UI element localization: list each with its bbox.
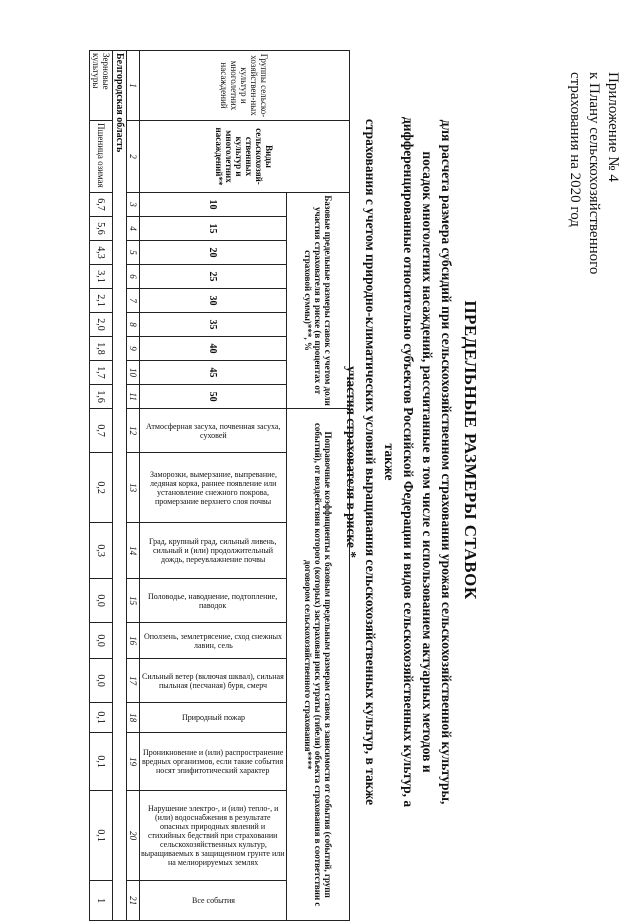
col-num-6: 6 — [127, 265, 140, 289]
appendix-line-1: Приложение № 4 — [605, 72, 621, 182]
event-header-drought: Атмосферная засуха, почвенная засуха, суховей — [140, 409, 287, 453]
region-row — [113, 51, 127, 921]
col-num-19: 19 — [127, 733, 140, 791]
rate-25: 3,1 — [90, 265, 113, 289]
percent-10: 10 — [140, 193, 287, 217]
col-num-9: 9 — [127, 337, 140, 361]
header-row-1 — [287, 51, 350, 921]
col-num-10: 10 — [127, 361, 140, 385]
percent-25: 25 — [140, 265, 287, 289]
col-num-17: 17 — [127, 659, 140, 703]
coef-drought: 0,7 — [90, 409, 113, 453]
rate-20: 4,3 — [90, 241, 113, 265]
coefficients-header: Поправочные коэффициенты к базовым предельным размерам ставок в зависимости от события (событий, групп событий), от воздействия которого (которых) застрахован риск утраты (гибели) объекта страхования в соответствии с договором сельскохозяйственного страхования**** — [287, 409, 350, 921]
event-header-hail: Град, крупный град, сильный ливень, сильный и (или) продолжительный дождь, переувлажнение почвы — [140, 523, 287, 579]
event-header-all-events: Все события — [140, 881, 287, 921]
rates-table — [89, 50, 350, 921]
col-num-11: 11 — [127, 385, 140, 409]
rate-35: 2,0 — [90, 313, 113, 337]
col-num-8: 8 — [127, 313, 140, 337]
rate-15: 5,6 — [90, 217, 113, 241]
col-num-13: 13 — [127, 453, 140, 523]
rate-10: 6,7 — [90, 193, 113, 217]
col-num-14: 14 — [127, 523, 140, 579]
coef-wind: 0,0 — [90, 659, 113, 703]
subtitle-line-1: для расчета размера субсидий при сельскохозяйственном страховании урожая сельскохозяйственной культуры, — [439, 119, 454, 805]
event-header-pests: Проникновение и (или) распространение вредных организмов, если такие события носят эпифитотический характер — [140, 733, 287, 791]
subtitle-line-2: посадок многолетних насаждений, рассчитанные в том числе с использованием актуарных методов и — [420, 151, 435, 773]
rate-45: 1,7 — [90, 361, 113, 385]
event-header-wind: Сильный ветер (включая шквал), сильная пыльная (песчаная) буря, смерч — [140, 659, 287, 703]
percent-15: 15 — [140, 217, 287, 241]
table-row — [90, 51, 113, 921]
percent-30: 30 — [140, 289, 287, 313]
percent-50: 50 — [140, 385, 287, 409]
col-num-16: 16 — [127, 623, 140, 659]
coef-landslide: 0,0 — [90, 623, 113, 659]
event-header-frost: Заморозки, вымерзание, выпревание, ледяная корка, раннее появление или установление снежного покрова, промерзание верхнего слоя почвы — [140, 453, 287, 523]
col-num-21: 21 — [127, 881, 140, 921]
base-rates-header: Базовые предельные размеры ставок с учетом доли участия страхователя в риске (в процентах от страховой суммы)***, % — [287, 193, 350, 409]
rate-50: 1,6 — [90, 385, 113, 409]
coef-utility-failure: 0,1 — [90, 791, 113, 881]
col-num-4: 4 — [127, 217, 140, 241]
coef-flood: 0,0 — [90, 579, 113, 623]
type-column-header: Виды сельскохозяй-ственных культур и многолетних насаждений** — [140, 121, 350, 193]
percent-45: 45 — [140, 361, 287, 385]
coef-pests: 0,1 — [90, 733, 113, 791]
event-header-landslide: Оползень, землетрясение, сход снежных лавин, сель — [140, 623, 287, 659]
subtitle-line-4: страхования с учетом природно-климатических условий выращивания сельскохозяйственных культур, в также — [363, 118, 378, 806]
rate-40: 1,8 — [90, 337, 113, 361]
row-group: Зерновые культуры — [90, 51, 113, 121]
event-header-fire: Природный пожар — [140, 703, 287, 733]
event-header-flood: Половодье, наводнение, подтопление, паводок — [140, 579, 287, 623]
col-num-18: 18 — [127, 703, 140, 733]
col-num-20: 20 — [127, 791, 140, 881]
percent-20: 20 — [140, 241, 287, 265]
appendix-line-3: страхования на 2020 год — [567, 72, 583, 227]
col-num-2: 2 — [127, 121, 140, 193]
col-num-15: 15 — [127, 579, 140, 623]
subtitle-line-3: дифференцированные относительно субъектов Российской Федерации и видов сельскохозяйственных культур, а также — [382, 116, 416, 808]
document-title: ПРЕДЕЛЬНЫЕ РАЗМЕРЫ СТАВОК — [461, 300, 480, 600]
rate-30: 2,1 — [90, 289, 113, 313]
coef-hail: 0,3 — [90, 523, 113, 579]
col-num-7: 7 — [127, 289, 140, 313]
subtitle-line-5: участия страхователя в риске * — [344, 366, 359, 558]
row-type: Пшеница озимая — [90, 121, 113, 193]
appendix-line-2: к Плану сельскохозяйственного — [586, 72, 602, 275]
col-num-5: 5 — [127, 241, 140, 265]
col-num-3: 3 — [127, 193, 140, 217]
coef-all-events: 1 — [90, 881, 113, 921]
col-num-1: 1 — [127, 51, 140, 121]
percent-40: 40 — [140, 337, 287, 361]
coef-frost: 0,2 — [90, 453, 113, 523]
col-num-12: 12 — [127, 409, 140, 453]
document-subtitle — [342, 112, 456, 812]
region-name: Белгородская область — [113, 51, 127, 921]
appendix-block — [565, 72, 622, 372]
percent-35: 35 — [140, 313, 287, 337]
column-number-row — [127, 51, 140, 921]
event-header-utility-failure: Нарушение электро-, и (или) тепло-, и (или) водоснабжения в результате опасных природных явлений и стихийных бедствий при страховании сельскохозяйственных культур, выращиваемых в защищенном грунте или на мелиорируемых землях — [140, 791, 287, 881]
coef-fire: 0,1 — [90, 703, 113, 733]
group-column-header: Группы сельско-хозяйствен-ных культур и многолетних насаждений — [140, 51, 350, 121]
